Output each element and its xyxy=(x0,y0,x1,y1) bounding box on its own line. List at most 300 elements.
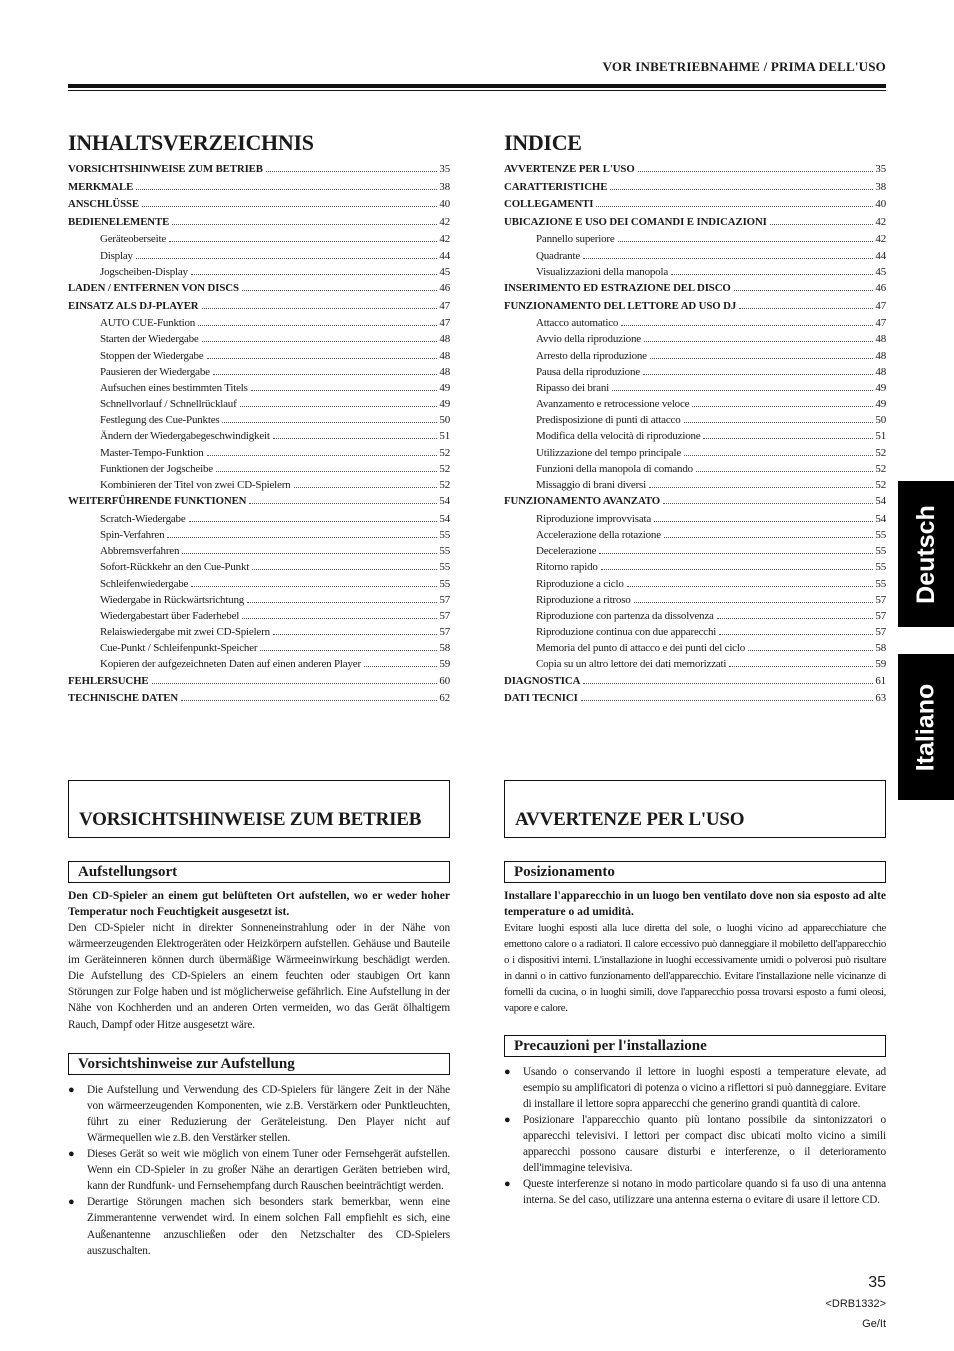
toc-entry-page: 55 xyxy=(439,545,450,558)
toc-leader-dots xyxy=(684,422,874,423)
toc-entry-page: 55 xyxy=(439,528,450,541)
toc-entry-page: 40 xyxy=(875,198,886,211)
toc-leader-dots xyxy=(650,358,874,359)
toc-entry-label: Starten der Wiedergabe xyxy=(100,333,199,346)
toc-leader-dots xyxy=(739,308,873,309)
toc-entry-label: Ändern der Wiedergabegeschwindigkeit xyxy=(100,430,270,443)
toc-leader-dots xyxy=(627,586,874,587)
section-title-box: VORSICHTSHINWEISE ZUM BETRIEB xyxy=(68,780,450,838)
toc-entry-label: Riproduzione improvvisata xyxy=(536,512,652,525)
toc-entry[interactable] xyxy=(504,315,886,331)
toc-entry-page: 55 xyxy=(439,561,450,574)
toc-entry-page: 62 xyxy=(439,692,450,705)
page-number: 35 xyxy=(868,1274,886,1291)
toc-leader-dots xyxy=(654,521,873,522)
bullet-icon: ● xyxy=(504,1065,511,1078)
toc-entry[interactable] xyxy=(504,264,886,280)
toc-entry[interactable] xyxy=(504,690,886,708)
bullet-icon: ● xyxy=(68,1148,75,1161)
toc-leader-dots xyxy=(213,374,438,375)
toc-entry[interactable] xyxy=(504,461,886,477)
toc-entry-page: 54 xyxy=(439,495,450,508)
toc-leader-dots xyxy=(621,325,873,326)
toc-leader-dots xyxy=(172,224,437,225)
toc-entry[interactable] xyxy=(68,527,450,543)
toc-entry-label: Copia su un altro lettore dei dati memorizzati xyxy=(536,658,727,671)
toc-entry-label: Master-Tempo-Funktion xyxy=(100,446,204,459)
toc-entry[interactable] xyxy=(68,298,450,316)
toc-leader-dots xyxy=(599,553,873,554)
subsection-title: Vorsichtshinweise zur Aufstellung xyxy=(68,1053,450,1075)
toc-entry[interactable] xyxy=(504,331,886,347)
toc-entry-page: 50 xyxy=(875,414,886,427)
toc-leader-dots xyxy=(169,241,437,242)
document-code: <DRB1332> xyxy=(825,1298,886,1310)
toc-entry-label: Funktionen der Jogscheibe xyxy=(100,462,213,475)
bullet-list xyxy=(68,1082,450,1259)
toc-leader-dots xyxy=(692,406,873,407)
toc-entry-page: 48 xyxy=(439,365,450,378)
lead-paragraph: Installare l'apparecchio in un luogo ben ventilato dove non sia esposto ad alte temperature o ad umidità. xyxy=(504,889,886,918)
toc-entry-label: Display xyxy=(100,249,133,262)
toc-entry-page: 51 xyxy=(439,430,450,443)
toc-entry-page: 57 xyxy=(439,626,450,639)
toc-entry-page: 52 xyxy=(875,446,886,459)
toc-leader-dots xyxy=(198,325,437,326)
toc-entry-page: 35 xyxy=(439,163,450,175)
toc-entry-page: 51 xyxy=(875,430,886,443)
toc-entry-page: 50 xyxy=(439,414,450,427)
toc-entry-label: FEHLERSUCHE xyxy=(68,674,149,687)
toc-entry-page: 45 xyxy=(439,265,450,278)
toc-leader-dots xyxy=(583,683,873,684)
toc-leader-dots xyxy=(222,422,437,423)
toc-entry-label: Avanzamento e retrocessione veloce xyxy=(536,398,690,411)
toc-entry-label: Pannello superiore xyxy=(536,233,615,246)
toc-entry-label: INSERIMENTO ED ESTRAZIONE DEL DISCO xyxy=(504,281,731,294)
toc-leader-dots xyxy=(717,618,874,619)
toc-entry[interactable] xyxy=(504,543,886,559)
toc-entry-label: Aufsuchen eines bestimmten Titels xyxy=(100,381,248,394)
toc-entry[interactable] xyxy=(504,412,886,428)
toc-leader-dots xyxy=(638,171,874,172)
toc-entry[interactable] xyxy=(68,559,450,575)
toc-entry[interactable] xyxy=(504,511,886,527)
toc-entry-page: 42 xyxy=(875,215,886,228)
toc-entry-label: LADEN / ENTFERNEN VON DISCS xyxy=(68,281,239,294)
toc-entry[interactable] xyxy=(504,364,886,380)
toc-entry-page: 49 xyxy=(439,381,450,394)
toc-entry[interactable] xyxy=(68,331,450,347)
toc-leader-dots xyxy=(684,455,873,456)
tab-italiano[interactable] xyxy=(898,654,954,800)
toc-leader-dots xyxy=(729,666,873,667)
toc-entry-label: Decelerazione xyxy=(536,545,597,558)
language-code: Ge/It xyxy=(862,1318,886,1330)
toc-entry-label: Wiedergabe in Rückwärtsrichtung xyxy=(100,593,245,606)
toc-entry[interactable] xyxy=(68,214,450,232)
toc-entry-page: 48 xyxy=(875,349,886,362)
toc-leader-dots xyxy=(703,438,873,439)
toc-leader-dots xyxy=(273,438,438,439)
toc-entry-label: AUTO CUE-Funktion xyxy=(100,317,196,330)
toc-entry-page: 47 xyxy=(439,317,450,330)
toc-leader-dots xyxy=(770,224,874,225)
toc-leader-dots xyxy=(671,274,873,275)
toc-entry-page: 45 xyxy=(875,265,886,278)
toc-entry[interactable] xyxy=(504,608,886,624)
toc-entry[interactable] xyxy=(68,461,450,477)
toc-leader-dots xyxy=(748,650,873,651)
toc-entry[interactable] xyxy=(68,592,450,608)
toc-entry-page: 52 xyxy=(439,462,450,475)
toc-entry[interactable] xyxy=(68,348,450,364)
toc-entry-page: 47 xyxy=(875,299,886,312)
body-paragraph: Den CD-Spieler nicht in direkter Sonneneinstrahlung oder in der Nähe von wärmeerzeugenden Elektrogeräten oder Heizkörpern aufstellen. Gehäuse und Bauteile im Geräteinneren können durch übermäßige Wärmeeinwirkung beschädigt werden. Die Aufstellung des CD-Spielers an einem feuchten oder staubigen Ort kann Störungen zur Folge haben und ist möglicherweise gefährlich. Eine Aufstellung in der Nähe von Kochherden und an anderen Orten vermeiden, wo das Gerät ölhaltigem Rauch, Dampf oder Hitze ausgesetzt wäre. xyxy=(68,922,450,1031)
toc-leader-dots xyxy=(251,390,438,391)
toc-entry-page: 49 xyxy=(875,398,886,411)
toc-entry-page: 47 xyxy=(875,317,886,330)
toc-leader-dots xyxy=(252,569,437,570)
toc-entry-label: Sofort-Rückkehr an den Cue-Punkt xyxy=(100,561,250,574)
toc-leader-dots xyxy=(618,241,874,242)
bullet-icon: ● xyxy=(68,1196,75,1209)
toc-leader-dots xyxy=(191,274,438,275)
toc-leader-dots xyxy=(734,290,874,291)
list-item: ● Die Aufstellung und Verwendung des CD-Spielers für längere Zeit in der Nähe von wärmeerzeugenden Komponenten, wie z.B. Verstärkern oder Punktleuchten, führt zu einer Reduzierung der Geräteleistung. Den Player nicht auf Wärmequellen wie z.B. den Verstärker stellen. xyxy=(68,1083,450,1144)
toc-leader-dots xyxy=(649,487,873,488)
toc-entry[interactable] xyxy=(504,559,886,575)
toc-entry[interactable] xyxy=(504,214,886,232)
toc-entry-label: Predisposizione di punti di attacco xyxy=(536,414,681,427)
body-paragraph: Evitare luoghi esposti alla luce diretta del sole, o luoghi vicino ad apparecchiature che emettono calore o a radiatori. Il calore eccessivo può danneggiare il mobiletto dell'apparecchio o i dispositivi interni. L'installazione in luoghi eccessivamente umidi o polverosi può risultare in danni o in cattivo funzionamento dell'apparecchio. Evitare l'installazione nelle vicinanze di fornelli da cucina, o in luoghi simili, dove l'apparecchio possa trovarsi esposto a fumi oleosi, vapore e calore. xyxy=(504,922,886,1015)
toc-entry[interactable] xyxy=(68,690,450,708)
toc-entry-label: TECHNISCHE DATEN xyxy=(68,692,179,705)
toc-entry-label: WEITERFÜHRENDE FUNKTIONEN xyxy=(68,495,247,508)
toc-leader-dots xyxy=(167,537,437,538)
toc-entry[interactable] xyxy=(504,396,886,412)
toc-entry-label: Riproduzione con partenza da dissolvenza xyxy=(536,609,714,622)
toc-entry-label: Geräteoberseite xyxy=(100,233,167,246)
toc-leader-dots xyxy=(182,553,437,554)
toc-leader-dots xyxy=(202,341,438,342)
toc-entry[interactable] xyxy=(504,348,886,364)
toc-entry-label: Memoria del punto di attacco e dei punti del ciclo xyxy=(536,642,746,655)
toc-entry-label: COLLEGAMENTI xyxy=(504,198,594,211)
toc-entry-label: Ritorno rapido xyxy=(536,561,598,574)
toc-entry-label: Riproduzione continua con due apparecchi xyxy=(536,626,717,639)
toc-entry-page: 59 xyxy=(439,658,450,671)
toc-leader-dots xyxy=(364,666,437,667)
toc-entry[interactable] xyxy=(504,179,886,197)
toc-entry[interactable] xyxy=(504,640,886,656)
toc-entry-page: 57 xyxy=(439,609,450,622)
toc-entry-page: 57 xyxy=(875,626,886,639)
toc-entry[interactable] xyxy=(504,248,886,264)
toc-entry[interactable] xyxy=(504,673,886,691)
toc-entry-label: Scratch-Wiedergabe xyxy=(100,512,186,525)
toc-entry[interactable] xyxy=(68,673,450,691)
toc-entry-label: Stoppen der Wiedergabe xyxy=(100,349,204,362)
toc-entry[interactable] xyxy=(504,161,886,179)
toc-entry-page: 63 xyxy=(875,692,886,705)
tab-label: Italiano xyxy=(911,683,940,771)
toc-entry-page: 38 xyxy=(439,180,450,193)
toc-entry-label: Visualizzazioni della manopola xyxy=(536,265,669,278)
list-item: ● Queste interferenze si notano in modo particolare quando si fa uso di una antenna interna. Se del caso, utilizzare una antenna esterna o evitare di usare il lettore CD. xyxy=(504,1178,886,1207)
toc-entry[interactable] xyxy=(68,196,450,214)
toc-entry-label: MERKMALE xyxy=(68,180,134,193)
toc-leader-dots xyxy=(643,374,873,375)
subsection-title: Precauzioni per l'installazione xyxy=(504,1035,886,1057)
toc-leader-dots xyxy=(242,290,438,291)
toc-entry[interactable] xyxy=(68,396,450,412)
toc-entry-label: Riproduzione a ritroso xyxy=(536,593,631,606)
toc-entry-label: FUNZIONAMENTO DEL LETTORE AD USO DJ xyxy=(504,299,737,312)
toc-entry-label: FUNZIONAMENTO AVANZATO xyxy=(504,495,661,508)
toc-entry-page: 59 xyxy=(875,658,886,671)
toc-leader-dots xyxy=(294,487,438,488)
list-item: ● Dieses Gerät so weit wie möglich von einem Tuner oder Fernsehgerät aufstellen. Wenn ein CD-Spieler in zu großer Nähe an derartigen Geräten betrieben wird, kann der Rundfunk- und Fernsehempfang durch Rauschen beeinträchtigt werden. xyxy=(68,1148,450,1193)
toc-entry-label: Riproduzione a ciclo xyxy=(536,577,624,590)
toc-entry-label: Attacco automatico xyxy=(536,317,619,330)
toc-entry[interactable] xyxy=(68,161,450,179)
toc-entry-label: Wiedergabestart über Faderhebel xyxy=(100,609,240,622)
toc-leader-dots xyxy=(266,171,438,172)
toc-entry[interactable] xyxy=(68,511,450,527)
toc-entry-label: UBICAZIONE E USO DEI COMANDI E INDICAZIONI xyxy=(504,215,767,228)
toc-entry[interactable] xyxy=(504,196,886,214)
toc-leader-dots xyxy=(696,471,873,472)
toc-entry[interactable] xyxy=(68,264,450,280)
toc-entry-label: Kombinieren der Titel von zwei CD-Spielern xyxy=(100,479,291,491)
toc-entry[interactable] xyxy=(68,179,450,197)
toc-heading: INHALTSVERZEICHNIS xyxy=(68,130,314,155)
toc-entry[interactable] xyxy=(504,445,886,461)
toc-leader-dots xyxy=(719,634,873,635)
toc-entry-page: 49 xyxy=(439,398,450,411)
toc-entry[interactable] xyxy=(68,576,450,592)
toc-entry-label: Abbremsverfahren xyxy=(100,545,180,558)
tab-label: Deutsch xyxy=(911,504,940,604)
toc-entry-page: 55 xyxy=(439,577,450,590)
toc-entry-page: 57 xyxy=(875,609,886,622)
toc-entry[interactable] xyxy=(504,656,886,672)
toc-leader-dots xyxy=(202,308,438,309)
toc-entry-label: Relaiswiedergabe mit zwei CD-Spielern xyxy=(100,626,270,639)
toc-entry-page: 46 xyxy=(875,281,886,294)
toc-entry-page: 44 xyxy=(875,249,886,262)
toc-leader-dots xyxy=(596,206,873,207)
toc-entry-page: 48 xyxy=(875,365,886,378)
toc-entry-label: EINSATZ ALS DJ-PLAYER xyxy=(68,299,199,312)
toc-entry-page: 48 xyxy=(439,349,450,362)
list-item: ● Derartige Störungen machen sich besonders stark bemerkbar, wenn eine Zimmerantenne verwendet wird. In einem solchen Fall empfiehlt es sich, eine Außenantenne anzuschließen oder den Netzschalter des CD-Spielers auszuschalten. xyxy=(68,1196,450,1257)
toc-entry-page: 38 xyxy=(875,180,886,193)
header-rule-thick xyxy=(68,84,886,88)
toc-leader-dots xyxy=(136,189,437,190)
toc-entry[interactable] xyxy=(504,380,886,396)
toc-entry-label: Pausieren der Wiedergabe xyxy=(100,365,210,378)
toc-entry-label: Missaggio di brani diversi xyxy=(536,479,646,491)
toc-entry-page: 55 xyxy=(875,528,886,541)
toc-entry-label: Funzioni della manopola di comando xyxy=(536,462,693,475)
toc-entry-page: 44 xyxy=(439,249,450,262)
toc-leader-dots xyxy=(644,341,873,342)
toc-entry-label: ANSCHLÜSSE xyxy=(68,198,140,211)
toc-entry-label: VORSICHTSHINWEISE ZUM BETRIEB xyxy=(68,163,263,175)
toc-leader-dots xyxy=(142,206,437,207)
toc-entry[interactable] xyxy=(68,656,450,672)
toc-entry-label: Arresto della riproduzione xyxy=(536,349,647,362)
toc-entry[interactable] xyxy=(504,280,886,298)
toc-entry-page: 42 xyxy=(439,215,450,228)
section-title-box: AVVERTENZE PER L'USO xyxy=(504,780,886,838)
subsection-title: Posizionamento xyxy=(504,861,886,883)
toc-entry[interactable] xyxy=(68,315,450,331)
toc-entry[interactable] xyxy=(68,493,450,511)
section-german xyxy=(68,780,450,1259)
toc-entry[interactable] xyxy=(68,364,450,380)
toc-entry-label: CARATTERISTICHE xyxy=(504,180,608,193)
toc-entry-label: Kopieren der aufgezeichneten Daten auf einen anderen Player xyxy=(100,658,361,671)
toc-leader-dots xyxy=(207,358,438,359)
toc-entry[interactable] xyxy=(68,445,450,461)
toc-entry-page: 57 xyxy=(439,593,450,606)
toc-leader-dots xyxy=(581,700,874,701)
toc-entry-label: Spin-Verfahren xyxy=(100,528,165,541)
toc-entry-page: 55 xyxy=(875,561,886,574)
list-item: ● Posizionare l'apparecchio quanto più lontano possibile da sintonizzatori o apparecchi televisivi. I lettori per compact disc ubicati molto vicino a simili apparecchi possono causare disturbi e interferenze, o il deterioramento dell'immagine televisiva. xyxy=(504,1113,886,1175)
toc-leader-dots xyxy=(207,455,438,456)
toc-leader-dots xyxy=(189,521,438,522)
toc-entry-label: Cue-Punkt / Schleifenpunkt-Speicher xyxy=(100,642,258,655)
toc-leader-dots xyxy=(260,650,437,651)
toc-entry[interactable] xyxy=(504,493,886,511)
tab-deutsch[interactable] xyxy=(898,481,954,627)
toc-entry-label: BEDIENELEMENTE xyxy=(68,215,170,228)
toc-entry-page: 52 xyxy=(875,479,886,491)
toc-leader-dots xyxy=(240,406,438,407)
section-italian xyxy=(504,780,886,1208)
toc-leader-dots xyxy=(181,700,437,701)
bullet-icon: ● xyxy=(68,1083,75,1096)
toc-entry[interactable] xyxy=(68,428,450,444)
header-rule-thin xyxy=(68,90,886,91)
toc-leader-dots xyxy=(249,503,437,504)
toc-entry-page: 54 xyxy=(875,512,886,525)
toc-entry-label: Schnellvorlauf / Schnellrücklauf xyxy=(100,398,237,411)
toc-entry-label: DATI TECNICI xyxy=(504,692,578,705)
toc-entry[interactable] xyxy=(504,477,886,493)
toc-entry[interactable] xyxy=(504,592,886,608)
toc-entry-page: 52 xyxy=(875,462,886,475)
toc-entry-label: Avvio della riproduzione xyxy=(536,333,641,346)
toc-leader-dots xyxy=(634,602,874,603)
toc-entry-page: 49 xyxy=(875,381,886,394)
toc-leader-dots xyxy=(247,602,437,603)
toc-leader-dots xyxy=(191,586,437,587)
toc-entry-label: Schleifenwiedergabe xyxy=(100,577,189,590)
toc-entry[interactable] xyxy=(68,640,450,656)
toc-entry-page: 48 xyxy=(875,333,886,346)
toc-entry[interactable] xyxy=(504,527,886,543)
toc-entry[interactable] xyxy=(504,428,886,444)
toc-leader-dots xyxy=(273,634,438,635)
toc-entry-page: 55 xyxy=(875,545,886,558)
toc-entry-page: 52 xyxy=(439,479,450,491)
toc-entry-page: 57 xyxy=(875,593,886,606)
toc-entry-page: 54 xyxy=(875,495,886,508)
toc-italian xyxy=(504,130,886,708)
toc-entry-label: Modifica della velocità di riproduzione xyxy=(536,430,701,443)
toc-entry[interactable] xyxy=(68,380,450,396)
toc-entry-page: 58 xyxy=(439,642,450,655)
toc-list xyxy=(504,161,886,708)
toc-entry-label: Jogscheiben-Display xyxy=(100,265,188,278)
toc-list xyxy=(68,161,450,708)
toc-entry-page: 47 xyxy=(439,299,450,312)
toc-entry-label: Utilizzazione del tempo principale xyxy=(536,446,681,459)
toc-entry-label: Festlegung des Cue-Punktes xyxy=(100,414,220,427)
subsection-title: Aufstellungsort xyxy=(68,861,450,883)
bullet-icon: ● xyxy=(504,1113,511,1126)
toc-entry-page: 58 xyxy=(875,642,886,655)
toc-german xyxy=(68,130,450,708)
toc-entry[interactable] xyxy=(504,576,886,592)
toc-entry[interactable] xyxy=(68,543,450,559)
toc-leader-dots xyxy=(152,683,438,684)
toc-entry[interactable] xyxy=(68,477,450,493)
toc-leader-dots xyxy=(610,189,873,190)
toc-entry[interactable] xyxy=(504,298,886,316)
toc-entry[interactable] xyxy=(504,231,886,247)
toc-leader-dots xyxy=(664,537,873,538)
toc-leader-dots xyxy=(216,471,437,472)
running-header: VOR INBETRIEBNAHME / PRIMA DELL'USO xyxy=(602,59,886,74)
toc-entry-page: 52 xyxy=(439,446,450,459)
bullet-icon: ● xyxy=(504,1178,511,1191)
toc-entry[interactable] xyxy=(68,412,450,428)
toc-entry[interactable] xyxy=(68,608,450,624)
toc-entry-page: 61 xyxy=(875,674,886,687)
toc-entry-label: DIAGNOSTICA xyxy=(504,674,581,687)
toc-leader-dots xyxy=(583,258,873,259)
toc-entry-label: Accelerazione della rotazione xyxy=(536,528,661,541)
toc-entry[interactable] xyxy=(68,280,450,298)
list-item: ● Usando o conservando il lettore in luoghi esposti a temperature elevate, ad esempio su amplificatori di potenza o vicino a riflettori si può danneggiare. Evitare di installare il lettore sopra apparecchi che generino grandi quantità di calore. xyxy=(504,1065,886,1110)
toc-leader-dots xyxy=(601,569,874,570)
toc-entry-page: 35 xyxy=(875,163,886,175)
toc-entry-page: 54 xyxy=(439,512,450,525)
bullet-list xyxy=(504,1064,886,1209)
toc-leader-dots xyxy=(663,503,873,504)
toc-entry-label: Quadrante xyxy=(536,249,581,262)
toc-entry[interactable] xyxy=(68,231,450,247)
toc-entry-page: 48 xyxy=(439,333,450,346)
toc-entry-page: 55 xyxy=(875,577,886,590)
toc-entry-page: 40 xyxy=(439,198,450,211)
toc-entry[interactable] xyxy=(68,624,450,640)
toc-entry-label: Pausa della riproduzione xyxy=(536,365,640,378)
toc-entry-page: 42 xyxy=(875,233,886,246)
toc-entry-label: Ripasso dei brani xyxy=(536,381,609,394)
toc-entry-page: 60 xyxy=(439,674,450,687)
toc-entry[interactable] xyxy=(504,624,886,640)
toc-entry[interactable] xyxy=(68,248,450,264)
toc-heading: INDICE xyxy=(504,130,582,155)
toc-entry-label: AVVERTENZE PER L'USO xyxy=(504,163,635,175)
